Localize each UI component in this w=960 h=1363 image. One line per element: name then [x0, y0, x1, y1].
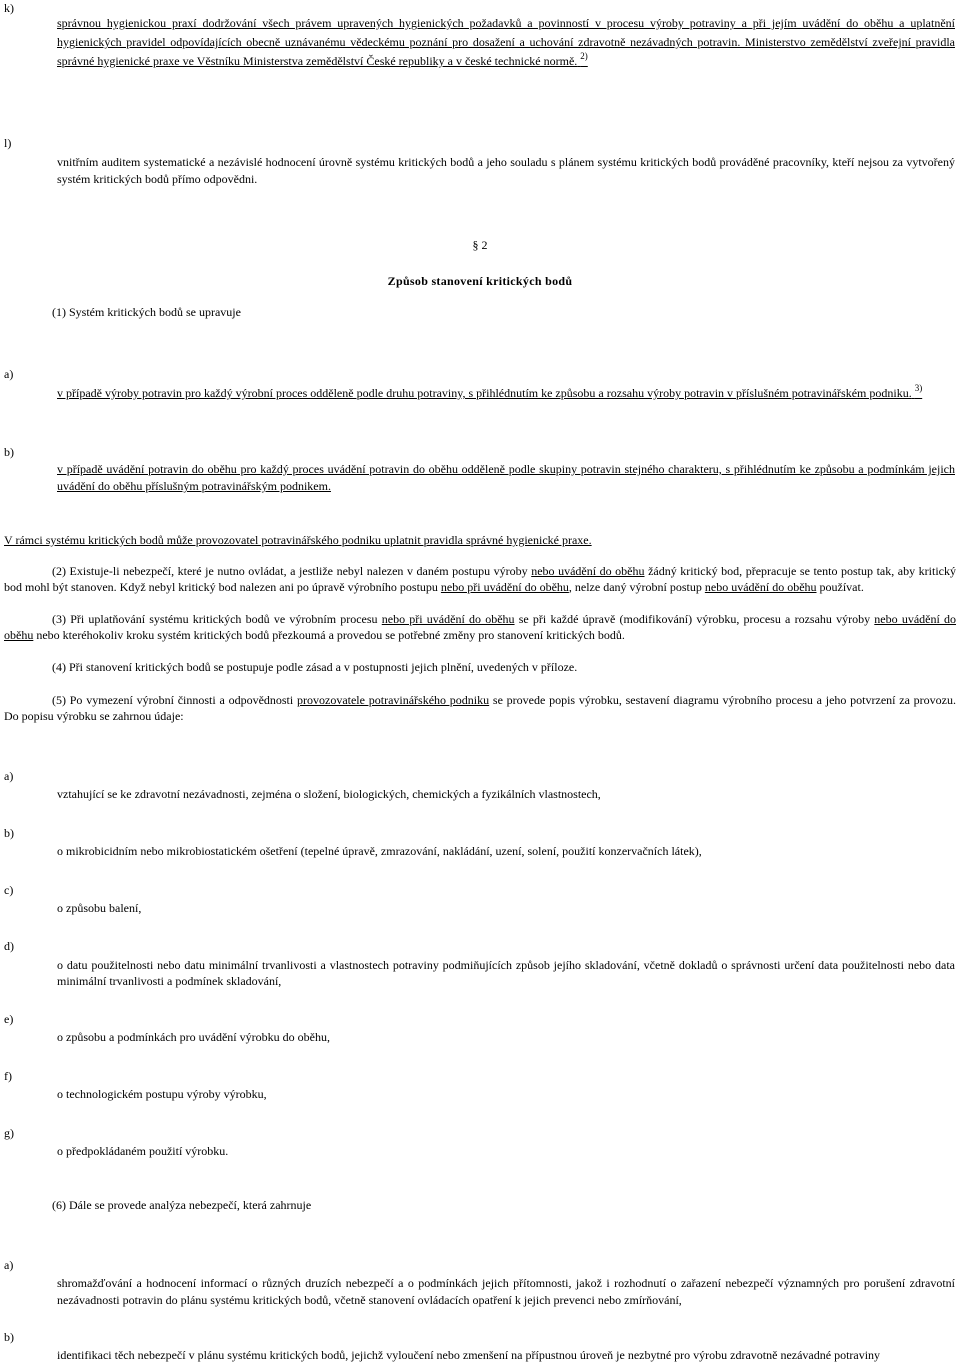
- paragraph-2-segment: (2) Existuje-li nebezpečí, které je nutno ovládat, a jestliže nebyl nalezen v daném postupu výroby: [52, 564, 532, 578]
- paragraph-5-segment: (5) Po vymezení výrobní činnosti a odpovědnosti: [52, 693, 297, 707]
- paragraph-1-item-a-label: a): [4, 367, 14, 381]
- paragraph-1-closing: V rámci systému kritických bodů může provozovatel potravinářského podniku uplatnit pravidla správné hygienické praxe.: [4, 533, 592, 547]
- footnote-ref-2[interactable]: 2): [580, 51, 588, 61]
- paragraph-2-amended-segment: nebo uvádění do oběhu: [704, 580, 817, 594]
- paragraph-1-intro: (1) Systém kritických bodů se upravuje: [52, 305, 241, 319]
- paragraph-2-amended-segment: nebo při uvádění do oběhu: [440, 580, 569, 594]
- paragraph-2-amended-segment: nebo uvádění do oběhu: [531, 564, 645, 578]
- paragraph-4: (4) Při stanovení kritických bodů se postupuje podle zásad a v postupnosti jejich plnění, uvedených v příloze.: [52, 660, 578, 674]
- paragraph-3-amended-segment: nebo při uvádění do oběhu: [381, 612, 515, 626]
- paragraph-1-item-a-text: [57, 383, 955, 403]
- paragraph-2-segment: žádný kritický bod, přepracuje se tento postup tak, aby kritický bod mohl být stanoven. Když nebyl kritický bod nalezen ani po úpravě výrobního postupu: [4, 564, 956, 594]
- section-title: Způsob stanovení kritických bodů: [387, 274, 573, 288]
- paragraph-5-item-f-text: o technologickém postupu výroby výrobku,: [57, 1087, 267, 1101]
- paragraph-2-segment: , nelze daný výrobní postup: [568, 580, 705, 594]
- paragraph-5-item-g-text: o předpokládaném použití výrobku.: [57, 1144, 229, 1158]
- paragraph-5-item-b-text: o mikrobicidním nebo mikrobiostatickém ošetření (tepelné úpravě, zmrazování, nakládání, uzení, solení, použití konzervačních látek),: [57, 844, 702, 858]
- paragraph-5-item-e-text: o způsobu a podmínkách pro uvádění výrobku do oběhu,: [57, 1030, 330, 1044]
- paragraph-5-item-g-label: g): [4, 1126, 14, 1140]
- paragraph-5-item-c-label: c): [4, 883, 14, 897]
- paragraph-5-item-c-text: o způsobu balení,: [57, 901, 142, 915]
- paragraph-2-segment: používat.: [816, 580, 864, 594]
- paragraph-5-item-a-text: vztahující se ke zdravotní nezávadnosti, zejména o složení, biologických, chemických a fyzikálních vlastnostech,: [57, 787, 601, 801]
- paragraph-3-segment: se při každé úpravě (modifikování) výrobku, procesu a rozsahu výroby: [514, 612, 875, 626]
- paragraph-5-segment: se provede popis výrobku, sestavení diagramu výrobního procesu a jeho potvrzení za provozu. Do popisu výrobku se zahrnou údaje:: [4, 693, 956, 723]
- definition-label-k: k): [4, 1, 14, 15]
- definition-text-k-body: správnou hygienickou praxí dodržování všech právem upravených hygienických požadavků a povinností v procesu výroby potraviny a při jejím uvádění do oběhu a uplatnění hygienických pravidel odpovídajících obecně uznávanému vědeckému poznání pro dosažení a uchování zdravotně nezávadných potravin. Ministerstvo zemědělství zveřejní pravidla správné hygienické praxe ve Věstníku Ministerstva zemědělství České republiky a v české technické normě.: [57, 16, 955, 68]
- paragraph-5-amended-segment: provozovatele potravinářského podniku: [297, 693, 490, 707]
- paragraph-5: [4, 692, 956, 724]
- paragraph-3: [4, 611, 956, 643]
- paragraph-6-item-b-text: identifikaci těch nebezpečí v plánu systému kritických bodů, jejichž vyloučení nebo zmenšení na přípustnou úroveň je nezbytné pro výrobu zdravotně nezávadné potraviny: [57, 1348, 881, 1362]
- paragraph-3-segment: (3) Při uplatňování systému kritických bodů ve výrobním procesu: [52, 612, 382, 626]
- definition-text-l: vnitřním auditem systematické a nezávislé hodnocení úrovně systému kritických bodů a jeho souladu s plánem systému kritických bodů prováděné pracovníky, kteří nejsou za vytvořený systém kritických bodů přímo odpovědni.: [57, 155, 955, 186]
- paragraph-5-item-f-label: f): [4, 1069, 12, 1083]
- paragraph-6-item-a-label: a): [4, 1258, 14, 1272]
- paragraph-5-item-a-label: a): [4, 769, 14, 783]
- definition-label-l: l): [4, 136, 12, 150]
- paragraph-6-item-a-text: shromažďování a hodnocení informací o různých druzích nebezpečí a o podmínkách jejich přítomnosti, jakož i rozhodnutí o zařazení nebezpečí významných pro porušení zdravotní nezávadnosti potravin do plánu systému kritických bodů, včetně stanovení ovládacích opatření k jejich prevenci nebo zmírňování,: [57, 1276, 955, 1307]
- paragraph-5-item-e-label: e): [4, 1012, 14, 1026]
- paragraph-3-amended-segment: nebo uvádění do oběhu: [4, 612, 957, 642]
- paragraph-6-intro: (6) Dále se provede analýza nebezpečí, která zahrnuje: [52, 1198, 312, 1212]
- paragraph-1-item-a-body: v případě výroby potravin pro každý výrobní proces odděleně podle druhu potraviny, s přihlédnutím ke způsobu a rozsahu výroby potravin v příslušném potravinářském podniku.: [57, 386, 912, 400]
- paragraph-5-item-d-text: o datu použitelnosti nebo datu minimální trvanlivosti a vlastnostech potraviny podmiňujících způsob jejího skladování, včetně dokladů o správnosti určení data použitelnosti nebo data minimální trvanlivosti a podmínek skladování,: [57, 958, 955, 988]
- paragraph-1-item-b-label: b): [4, 445, 14, 459]
- paragraph-2: [4, 563, 956, 595]
- paragraph-3-segment: nebo kteréhokoliv kroku systém kritických bodů přezkoumá a provedou se potřebné změny pro stanovení kritických bodů.: [33, 628, 625, 642]
- section-number: § 2: [472, 238, 488, 252]
- paragraph-5-item-d-label: d): [4, 939, 14, 953]
- paragraph-1-item-b-text: v případě uvádění potravin do oběhu pro každý proces uvádění potravin do oběhu odděleně podle skupiny potravin stejného charakteru, s přihlédnutím ke způsobu a podmínkám jejich uvádění do oběhu příslušným potravinářským podnikem.: [57, 462, 955, 493]
- footnote-ref-3[interactable]: 3): [914, 383, 923, 393]
- paragraph-5-item-b-label: b): [4, 826, 14, 840]
- definition-text-k: [57, 14, 955, 71]
- paragraph-6-item-b-label: b): [4, 1330, 14, 1344]
